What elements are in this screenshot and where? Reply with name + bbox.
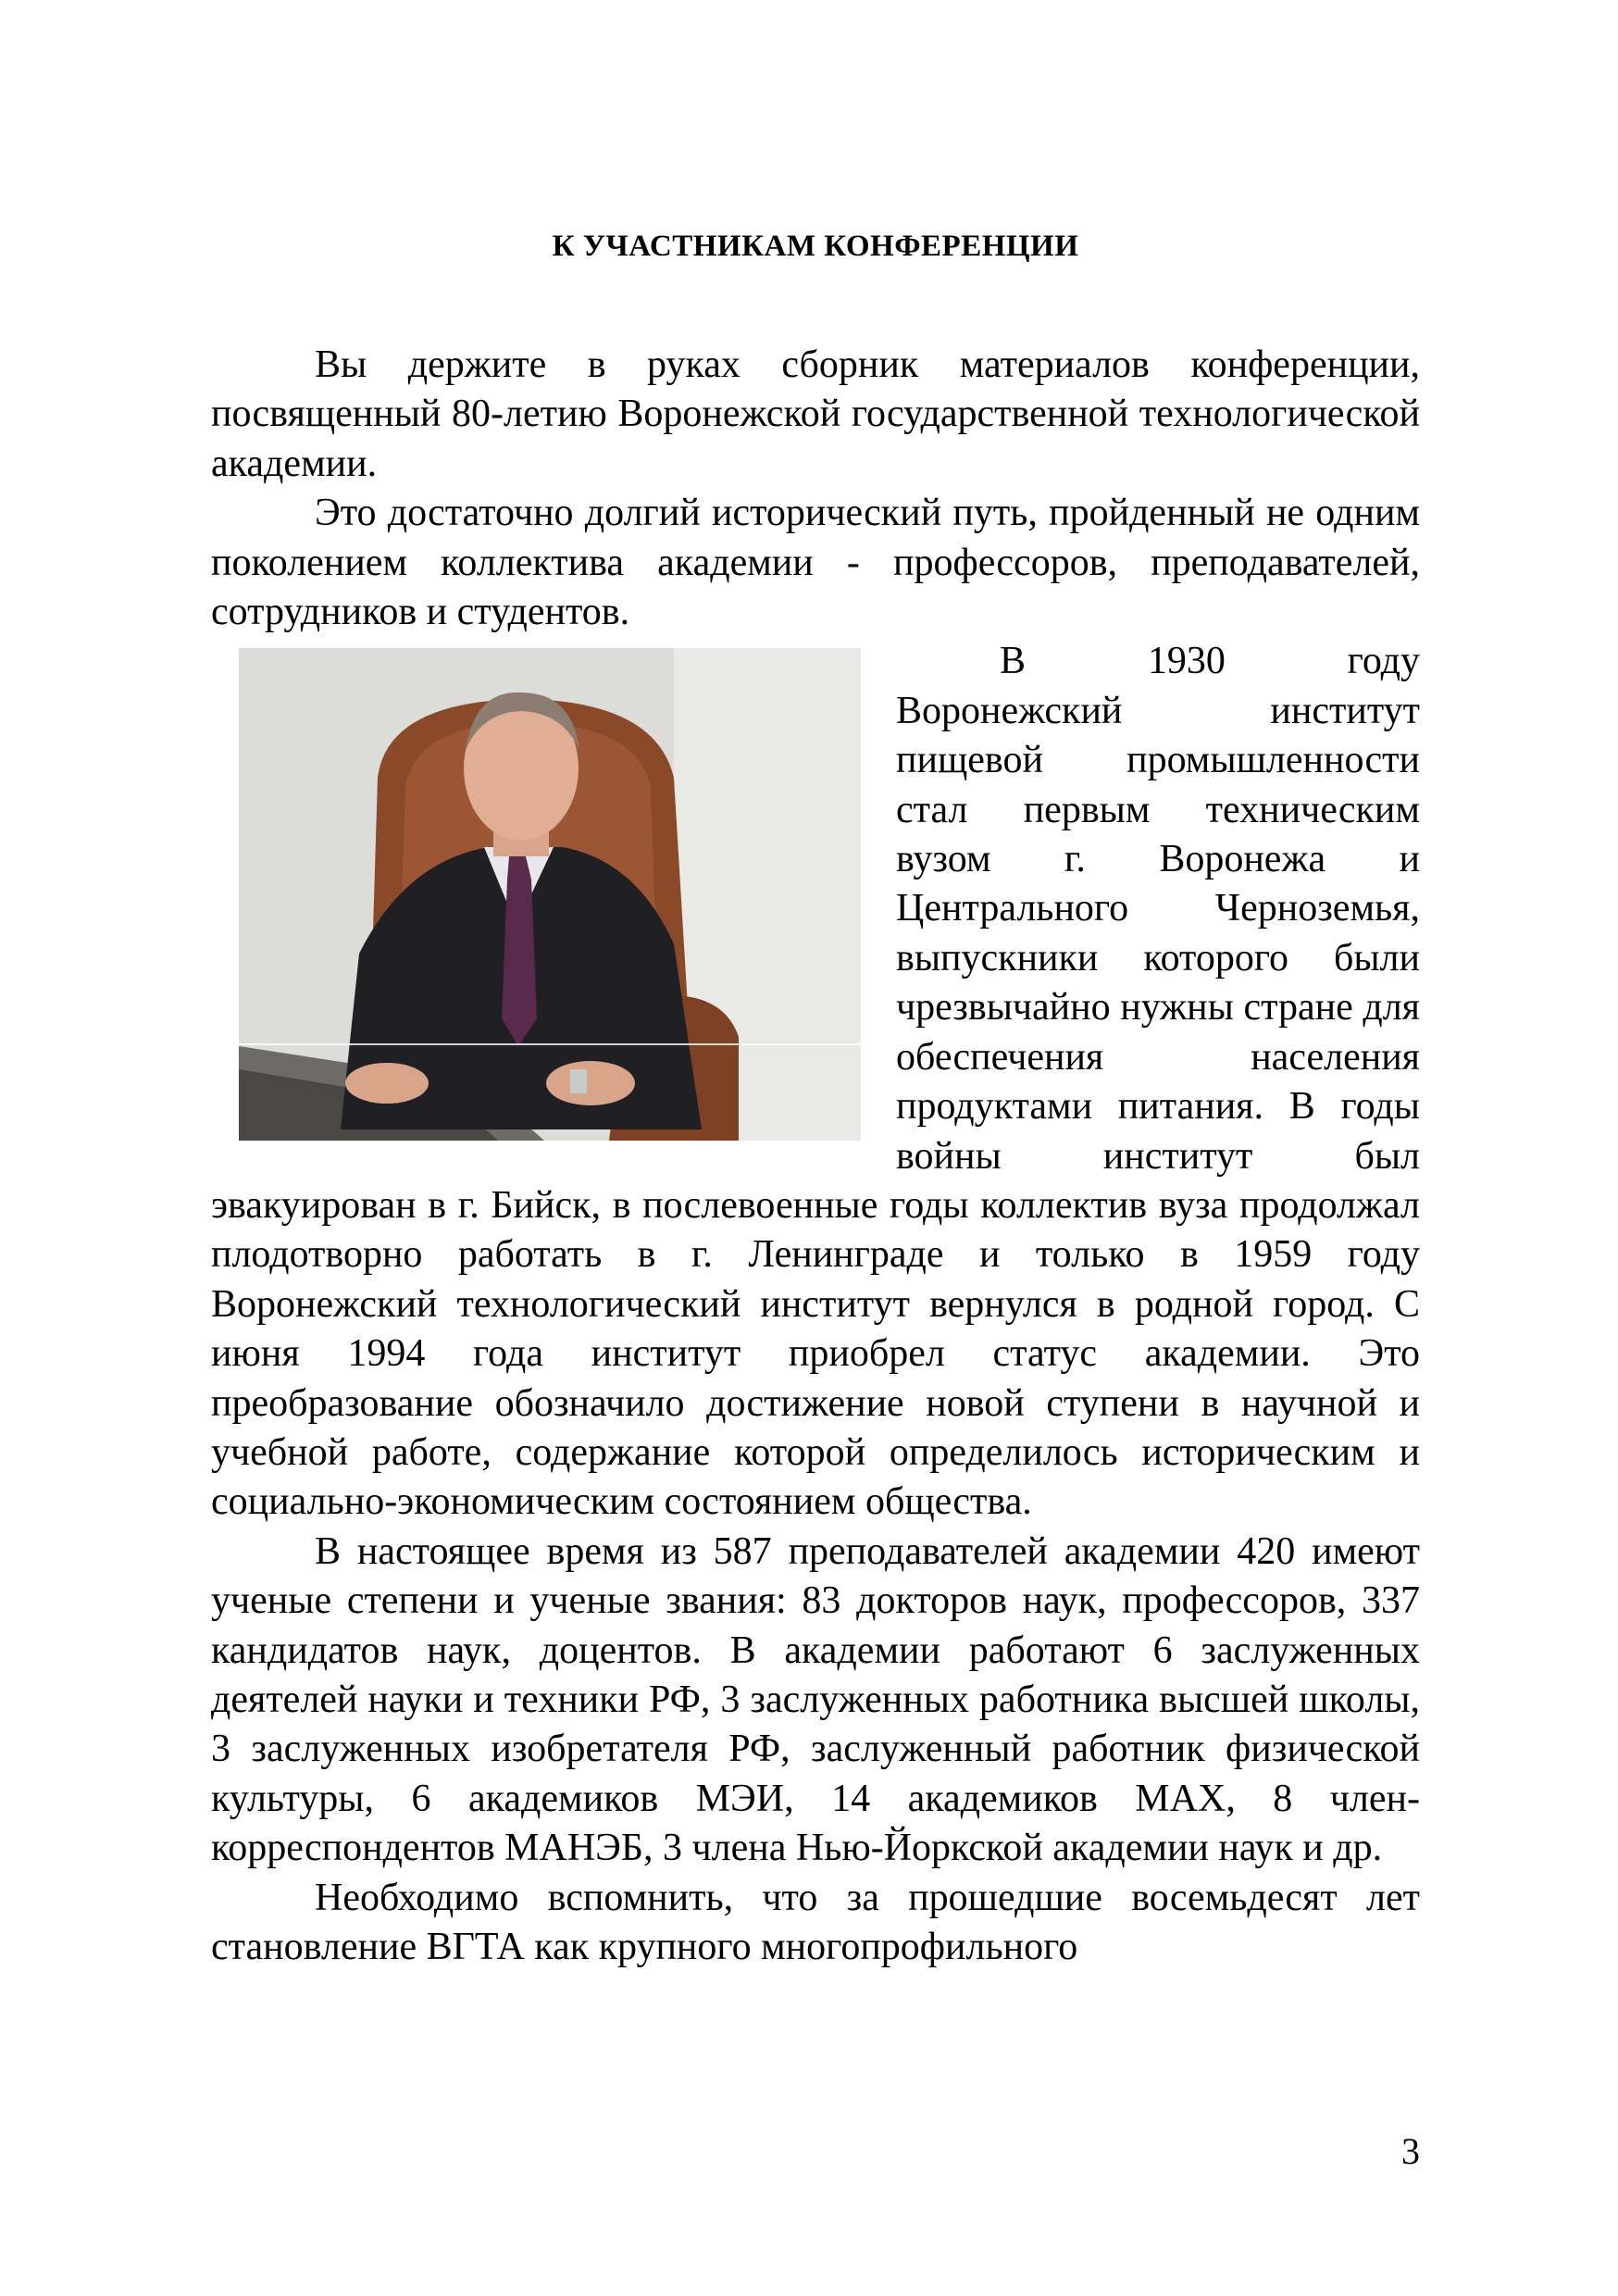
document-body: [211, 341, 1420, 1972]
paragraph-history-path: Это достаточно долгий исторический путь, пройденный не одним поколением коллектива академии - профессоров, преподавателей, сотрудников и студентов.: [211, 492, 1420, 634]
paragraph-staff-statistics: В настоящее время из 587 преподавателей академии 420 имеют ученые степени и ученые звания: 83 докторов наук, профессоров, 337 кандидатов наук, доцентов. В академии работают 6 заслуженных деятелей науки и техники РФ, 3 заслуженных работника высшей школы, 3 заслуженных изобретателя РФ, заслуженный работник физической культуры, 6 академиков МЭИ, 14 академиков МАХ, 8 член-корреспондентов МАНЭБ, 3 члена Нью-Йоркской академии наук и др.: [211, 1529, 1420, 1870]
paragraph-intro: Вы держите в руках сборник материалов конференции, посвященный 80-летию Воронежской государственной технологической академии.: [211, 343, 1420, 485]
paragraph-eighty-years: Необходимо вспомнить, что за прошедшие восемьдесят лет становление ВГТА как крупного многопрофильного: [211, 1876, 1420, 1968]
document-page: [211, 0, 1420, 2296]
paragraph-1930-history: В 1930 году Воронежский институт пищевой промышленности стал первым техническим вузом г. Воронежа и Центрального Черноземья, выпускники которого были чрезвычайно нужны стране для обеспечения населения продуктами питания. В годы войны институт был эвакуирован в г. Бийск, в послевоенные годы коллектив вуза продолжал плодотворно работать в г. Ленинграде и только в 1959 году Воронежский технологический институт вернулся в родной город. С июня 1994 года институт приобрел статус академии. Это преобразование обозначило достижение новой ступени в научной и учебной работе, содержание которой определилось историческим и социально-экономическим состоянием общества.: [211, 640, 1420, 1524]
document-title: К УЧАСТНИКАМ КОНФЕРЕНЦИИ: [552, 230, 1079, 263]
portrait-photo: [239, 648, 861, 1141]
page-number: 3: [1401, 2130, 1420, 2172]
